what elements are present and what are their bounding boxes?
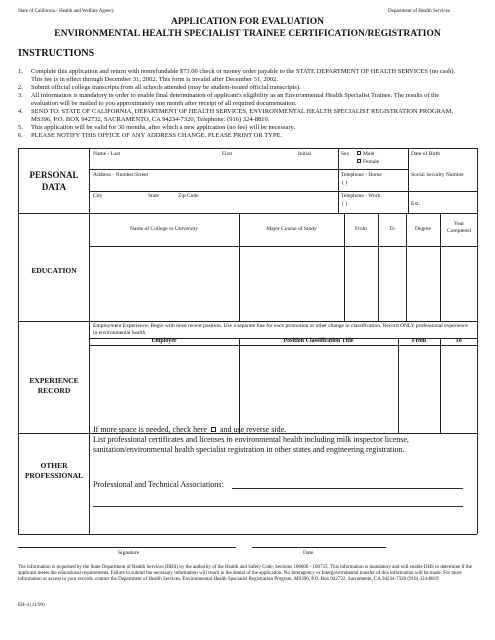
more-space-checkbox[interactable]	[211, 427, 216, 432]
col-degree: Degree	[415, 226, 431, 232]
male-option[interactable]: Male	[357, 151, 374, 158]
other-professional-label: OTHER PROFESSIONAL	[24, 461, 84, 480]
telephone-home-field[interactable]: Telephone - Home	[341, 172, 382, 178]
col-exp-from: From	[411, 338, 427, 344]
instruction-text: Submit official college transcripts from all schools attended (may be student-issued official transcripts).	[31, 84, 301, 91]
col-year-completed: Year Completed	[446, 221, 472, 234]
form-subtitle: ENVIRONMENTAL HEALTH SPECIALIST TRAINEE CERTIFICATION/REGISTRATION	[54, 29, 441, 39]
form-title: APPLICATION FOR EVALUATION	[170, 17, 325, 27]
signature-line[interactable]	[18, 547, 236, 548]
date-of-birth-field[interactable]: Date of Birth	[411, 151, 441, 157]
instruction-text: SEND TO: STATE OF CALIFORNIA, DEPARTMENT OF HEALTH SERVICES, ENVIRONMENTAL HEALTH SPECIALIST REGISTRATION PROGRAM, MS396, P.O. BOX 942732, SACRAMENTO, CA 94234-7320, Telephone: (916) 324-8819.	[31, 108, 454, 123]
privacy-notice: The information is requested by the State Department of Health Services (DHS) by the authority of the Health and Safety Code, Sections 106600 - 106735. This information is mandatory and will enable DHS to determine if the applicant meets the educational requirements. Failure to submit the necessary information will result in the denial of the application. No Interagency or Intergovernmental transfer of this information will be made. For more information or access to your records, contact the Department of Health Services, Environmental Health Specialist Registration Program, MS396, P.O. Box 942732, Sacramento, CA 94234-7320 (916) 324-8819	[18, 565, 472, 582]
address-field[interactable]: Address - Number/Street	[93, 172, 148, 178]
instruction-text: All information is mandatory in order to enable final determination of applicant's eligibility as an Environmental Health Specialist Trainee. The results of the evaluation will be mailed to you approximately one month after receipt of all required documentation.	[31, 92, 440, 107]
more-space-note[interactable]: If more space is needed, check here and use reverse side.	[93, 425, 287, 434]
personal-data-label: PERSONAL DATA	[29, 170, 79, 192]
form-number: EH-4 (11/99)	[18, 603, 45, 608]
education-label: EDUCATION	[31, 266, 77, 275]
instruction-number: 5.	[18, 124, 23, 131]
department-name: Department of Health Services	[388, 9, 450, 14]
female-option[interactable]: Female	[357, 159, 379, 166]
associations-label: Professional and Technical Associations:	[93, 480, 224, 489]
instruction-text: Complete this application and return with nonrefundable $73.00 check or money order payable to the STATE DEPARTMENT OF HEALTH SERVICES (no cash). This fee is in effect through December 31, 2002. This form is invalid after December 31, 2002.	[31, 68, 456, 83]
education-entry-area[interactable]	[90, 247, 476, 320]
certificates-instructions: List professional certificates and licenses in environmental health including milk inspector license, sanitation/environmental health specialist registration in other states and engineering registration.	[93, 435, 409, 454]
instruction-number: 2.	[18, 84, 23, 91]
col-exp-to: To	[455, 338, 462, 344]
instruction-number: 4.	[18, 108, 23, 115]
experience-entry-area[interactable]	[90, 346, 476, 432]
col-to: To	[389, 226, 395, 232]
signature-label: Signature	[118, 550, 140, 556]
ssn-field[interactable]: Social Security Number	[411, 172, 464, 178]
col-college: Name of College or University	[129, 226, 199, 232]
name-last-field[interactable]: Name - Last	[93, 151, 121, 157]
name-first-field[interactable]: First	[222, 151, 233, 157]
experience-instructions: Employment Experience: Begin with most recent position. Use a separate line for each promotion or other change in classification. Record ONLY professional experience in environmental health.	[93, 323, 468, 336]
state-field[interactable]: State	[148, 193, 159, 199]
female-checkbox[interactable]	[357, 159, 361, 163]
city-field[interactable]: City	[93, 193, 103, 199]
instructions-heading: INSTRUCTIONS	[18, 48, 95, 59]
name-initial-field[interactable]: Initial	[298, 151, 312, 157]
instruction-number: 6.	[18, 132, 23, 139]
date-line[interactable]	[252, 547, 386, 548]
extension-field[interactable]: Ext.	[411, 201, 421, 207]
instruction-text: This application will be valid for 30 months, after which a new application (no fee) will be necessary.	[31, 124, 296, 131]
col-position: Position Classification Title	[283, 338, 354, 344]
instruction-number: 3.	[18, 92, 23, 99]
telephone-home-parens: ( )	[342, 180, 348, 186]
instruction-text: PLEASE NOTIFY THIS OFFICE OF ANY ADDRESS CHANGE. PLEASE PRINT OR TYPE.	[31, 132, 283, 139]
telephone-work-field[interactable]: Telephone - Work	[341, 193, 381, 199]
col-from: From	[355, 226, 367, 232]
zip-code-field[interactable]: Zip Code	[178, 193, 199, 199]
sex-label: Sex	[341, 151, 350, 157]
associations-line-2[interactable]	[93, 506, 463, 507]
instruction-number: 1.	[18, 68, 23, 75]
col-major: Major Course of Study	[266, 226, 317, 232]
associations-line[interactable]	[232, 488, 463, 489]
col-employer: Employer	[151, 338, 177, 344]
agency-name: State of California - Health and Welfare Agency	[18, 9, 115, 14]
date-label: Date	[303, 550, 314, 556]
telephone-work-parens: ( )	[342, 201, 348, 207]
male-checkbox[interactable]	[357, 151, 361, 155]
experience-record-label: EXPERIENCE RECORD	[29, 376, 79, 395]
